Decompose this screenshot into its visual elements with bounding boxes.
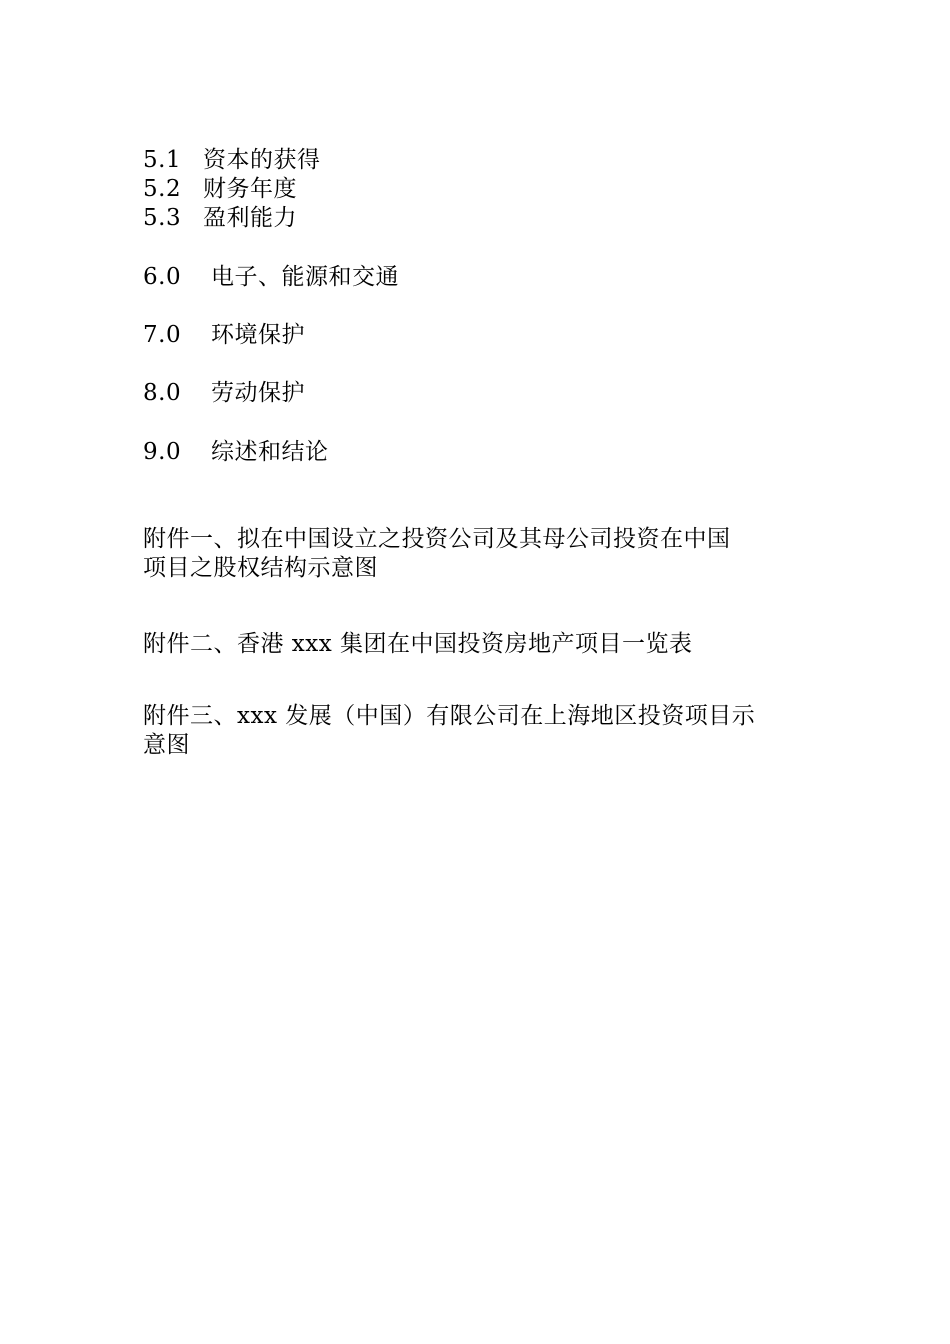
annex-2 (143, 630, 823, 659)
toc-title: 电子、能源和交通 (211, 264, 399, 290)
annex-3 (143, 702, 823, 760)
toc-entry-5-2 (143, 175, 297, 204)
toc-number: 6.0 (143, 264, 182, 290)
annex-line: 附件一、拟在中国设立之投资公司及其母公司投资在中国 (143, 526, 731, 552)
toc-entry-9-0 (143, 438, 329, 467)
toc-number: 5.2 (143, 176, 182, 202)
annex-line: 项目之股权结构示意图 (143, 555, 378, 581)
toc-number: 5.3 (143, 205, 182, 231)
toc-number: 8.0 (143, 380, 182, 406)
toc-number: 9.0 (143, 439, 182, 465)
annex-line: 附件二、香港 xxx 集团在中国投资房地产项目一览表 (143, 631, 693, 657)
toc-entry-6-0 (143, 263, 399, 292)
toc-entry-5-3 (143, 204, 297, 233)
toc-title: 资本的获得 (203, 147, 321, 173)
toc-title: 财务年度 (203, 176, 297, 202)
toc-entry-7-0 (143, 321, 305, 350)
toc-title: 劳动保护 (211, 380, 305, 406)
toc-entry-8-0 (143, 379, 305, 408)
toc-number: 7.0 (143, 322, 182, 348)
toc-title: 综述和结论 (211, 439, 329, 465)
annex-1 (143, 525, 823, 583)
toc-title: 盈利能力 (203, 205, 297, 231)
annex-line: 附件三、xxx 发展（中国）有限公司在上海地区投资项目示 (143, 703, 756, 729)
toc-number: 5.1 (143, 147, 182, 173)
annex-line: 意图 (143, 732, 190, 758)
toc-entry-5-1 (143, 146, 321, 175)
toc-title: 环境保护 (211, 322, 305, 348)
